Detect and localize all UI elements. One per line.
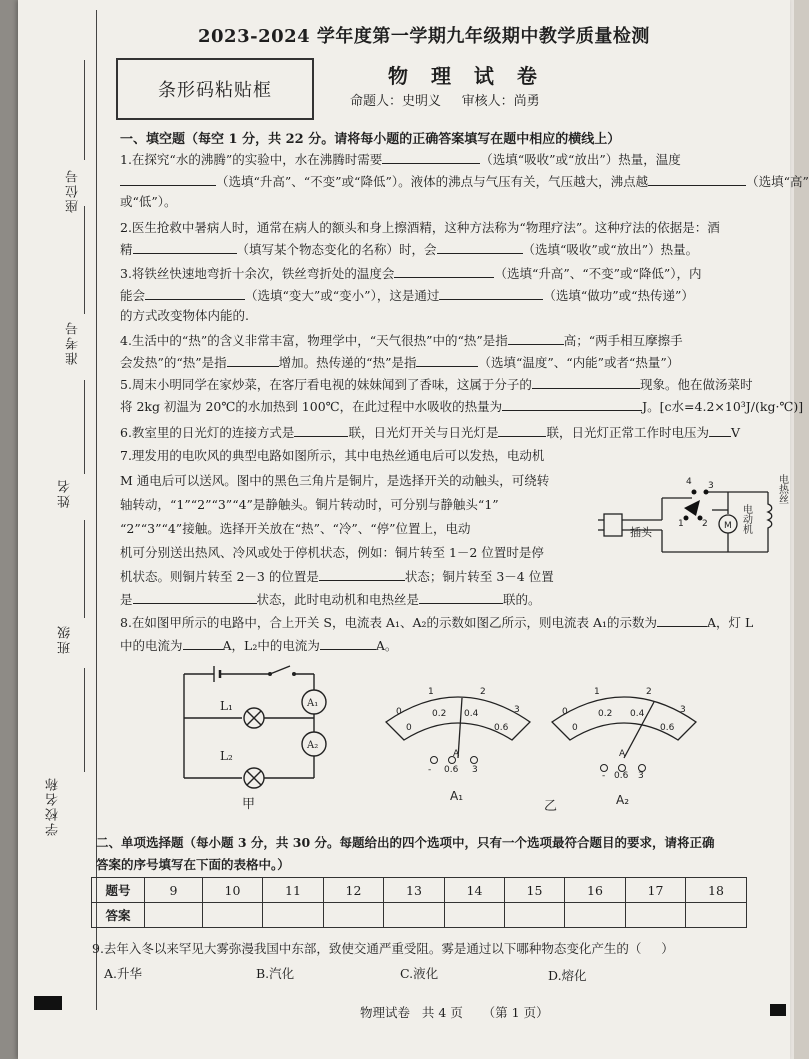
table-header-cell: 12 (324, 878, 384, 903)
ammeter-a1-label: A₁ (307, 698, 319, 709)
table-header-row (92, 878, 747, 903)
page-footer: 物理试卷 共 4 页 （第 1 页） (360, 1005, 549, 1020)
answer-blank[interactable] (498, 424, 546, 437)
answer-blank[interactable] (709, 424, 731, 437)
table-header-cell: 16 (565, 878, 626, 903)
answer-blank[interactable] (382, 151, 480, 164)
svg-text:A: A (453, 749, 460, 759)
name-label: 姓名 (58, 478, 73, 508)
q3-line2: 能会 （选填“变大”或“变小”），这是通过 （选填“做功”或“热传递”） (120, 288, 694, 303)
section2-heading: 二、单项选择题（每小题 3 分，共 30 分。每题给出的四个选项中，只有一个选项最符合题目的要求，请将正确 (96, 835, 715, 850)
seat-blank (84, 60, 85, 160)
q7-line4: “2”“3”“4”接触。选择开关放在“热”、“冷”、“停”位置上，电动 (120, 521, 471, 536)
ammeter-a2-label: A₂ (307, 740, 319, 751)
q2-line2: 精 （填写某个物态变化的名称）时，会 （选填“吸收”或“放出”）热量。 (120, 242, 699, 257)
seat-label: 座位号 (66, 168, 81, 213)
svg-text:0.6: 0.6 (614, 771, 629, 781)
svg-text:A: A (619, 749, 626, 759)
answer-blank[interactable] (394, 265, 494, 278)
name-blank (84, 380, 85, 474)
q8-line1: 8.在如图甲所示的电路中，合上开关 S，电流表 A₁、A₂的示数如图乙所示，则电流表 A₁的示数为 A，灯 L (120, 615, 754, 630)
answer-blank[interactable] (227, 354, 279, 367)
table-row-label: 答案 (92, 903, 145, 928)
heater-label: 电热丝 (776, 474, 788, 504)
table-header-cell: 17 (626, 878, 686, 903)
authors: 命题人：史明义 审核人：尚勇 (350, 94, 540, 109)
barcode-box: 条形码粘贴框 (116, 58, 314, 120)
svg-text:0.6: 0.6 (660, 723, 675, 733)
contact-label: 1 (678, 519, 684, 529)
class-label: 班级 (58, 624, 73, 654)
lamp-l1-label: L₁ (220, 699, 233, 713)
q7-line5: 机可分别送出热风、冷风或处于停机状态，例如：铜片转至 1－2 位置时是停 (120, 545, 544, 560)
answer-blank[interactable] (145, 287, 245, 300)
contact-label: 3 (708, 481, 714, 491)
q3-line1: 3.将铁丝快速地弯折十余次，铁丝弯折处的温度会 （选填“升高”、“不变”或“降低”），内 (120, 266, 702, 281)
table-header-cell: 15 (505, 878, 565, 903)
school-label: 学校名称 (46, 776, 61, 836)
answer-table (91, 877, 747, 928)
figure-caption-yi: 乙 (544, 799, 558, 814)
q9-option-a[interactable]: A.升华 (104, 966, 143, 981)
answer-blank[interactable] (416, 354, 478, 367)
q5-line1: 5.周末小明同学在家炒菜，在客厅看电视的妹妹闻到了香味，这属于分子的 现象。他在做汤菜时 (120, 377, 753, 392)
answer-cell[interactable] (263, 903, 324, 928)
answer-cell[interactable] (145, 903, 203, 928)
q9-option-d[interactable]: D.熔化 (548, 968, 587, 983)
table-header-cell: 18 (686, 878, 747, 903)
svg-text:A₂: A₂ (616, 793, 630, 807)
answer-cell[interactable] (203, 903, 263, 928)
table-header-cell: 10 (203, 878, 263, 903)
exam-no-label: 准考号 (66, 320, 81, 365)
q7-line6: 机状态。则铜片转至 2－3 的位置是 状态；铜片转至 3－4 位置 (120, 569, 554, 584)
svg-text:-: - (428, 765, 432, 775)
hair-dryer-circuit-figure (596, 462, 786, 568)
q9-option-b[interactable]: B.汽化 (256, 966, 295, 981)
ammeter-dials-yi (376, 672, 706, 812)
svg-text:3: 3 (514, 705, 520, 715)
q2-line1: 2.医生抢救中暑病人时，通常在病人的额头和身上擦酒精，这种方法称为“物理疗法”。这种疗法的依据是：酒 (120, 220, 720, 235)
svg-text:0.4: 0.4 (630, 709, 645, 719)
q4-line2: 会发热”的“热”是指 增加。热传递的“热”是指 （选填“温度”、“内能”或者“热量”） (120, 355, 680, 370)
answer-blank[interactable] (133, 591, 257, 604)
motor-letter: M (724, 521, 732, 531)
circuit-diagram-jia (178, 660, 338, 810)
answer-cell[interactable] (445, 903, 505, 928)
q8-line2: 中的电流为 A，L₂中的电流为 A。 (120, 638, 398, 653)
registration-mark-right (770, 1004, 786, 1016)
answer-blank[interactable] (294, 424, 348, 437)
answer-blank[interactable] (320, 637, 376, 650)
answer-blank[interactable] (532, 376, 640, 389)
svg-text:1: 1 (428, 687, 434, 697)
table-answer-row (92, 903, 747, 928)
svg-text:0: 0 (396, 707, 402, 717)
answer-blank[interactable] (648, 173, 746, 186)
exam-no-blank (84, 206, 85, 314)
answer-cell[interactable] (324, 903, 384, 928)
answer-blank[interactable] (502, 398, 642, 411)
motor-label: 电动机 (740, 504, 752, 534)
q1-line3: 或“低”）。 (120, 194, 177, 209)
answer-blank[interactable] (437, 241, 523, 254)
meter-dial-a1 (386, 697, 530, 740)
answer-cell[interactable] (626, 903, 686, 928)
school-blank (84, 668, 85, 772)
svg-text:0.6: 0.6 (494, 723, 509, 733)
contact-label: 4 (686, 477, 692, 487)
answer-blank[interactable] (120, 173, 216, 186)
table-header-cell: 14 (445, 878, 505, 903)
svg-text:2: 2 (646, 687, 652, 697)
q7-line1: 7.理发用的电吹风的典型电路如图所示，其中电热丝通电后可以发热，电动机 (120, 448, 545, 463)
svg-text:3: 3 (472, 765, 478, 775)
q3-line3: 的方式改变物体内能的. (120, 308, 249, 323)
svg-text:3: 3 (638, 771, 644, 781)
q9-text: 9.去年入冬以来罕见大雾弥漫我国中东部，致使交通严重受阻。雾是通过以下哪种物态变化产生的（ ） (92, 941, 674, 956)
q1-line1: 1.在探究“水的沸腾”的实验中，水在沸腾时需要 （选填“吸收”或“放出”）热量，温度 (120, 152, 681, 167)
q7-line2: M 通电后可以送风。图中的黑色三角片是铜片，是选择开关的动触头，可绕转 (120, 473, 550, 488)
svg-text:0.2: 0.2 (598, 709, 613, 719)
answer-blank[interactable] (439, 287, 543, 300)
answer-blank[interactable] (319, 568, 405, 581)
plug-body (604, 514, 622, 536)
svg-text:0.4: 0.4 (464, 709, 479, 719)
answer-blank[interactable] (508, 332, 564, 345)
heater-coil (768, 492, 772, 552)
answer-cell[interactable] (505, 903, 565, 928)
svg-text:1: 1 (594, 687, 600, 697)
answer-blank[interactable] (183, 637, 223, 650)
section2-heading-cont: 答案的序号填写在下面的表格中。） (96, 857, 290, 872)
class-blank (84, 520, 85, 618)
q9-option-c[interactable]: C.液化 (400, 966, 439, 981)
svg-text:0.6: 0.6 (444, 765, 459, 775)
svg-text:0: 0 (406, 723, 412, 733)
switch-blade (270, 666, 290, 674)
answer-blank[interactable] (133, 241, 237, 254)
contact-label: 2 (702, 519, 708, 529)
q7-line7: 是 状态，此时电动机和电热丝是 联的。 (120, 592, 541, 607)
answer-cell[interactable] (565, 903, 626, 928)
answer-blank[interactable] (657, 614, 707, 627)
q5-line2: 将 2kg 初温为 20℃的水加热到 100℃，在此过程中水吸收的热量为 J。[c水=4.2×10³J/(kg·℃)] (120, 399, 804, 414)
svg-text:0: 0 (562, 707, 568, 717)
svg-text:-: - (602, 771, 606, 781)
registration-mark (34, 996, 62, 1010)
plug-label: 插头 (630, 526, 652, 539)
q7-line3: 轴转动，“1”“2”“3”“4”是静触头。铜片转动时，可分别与静触头“1” (120, 497, 499, 512)
svg-text:2: 2 (480, 687, 486, 697)
section1-heading: 一、填空题（每空 1 分，共 22 分。请将每小题的正确答案填写在题中相应的横线上） (120, 132, 621, 147)
copper-contact-triangle (684, 500, 700, 516)
svg-text:0: 0 (572, 723, 578, 733)
table-header-cell: 13 (384, 878, 445, 903)
answer-cell[interactable] (384, 903, 445, 928)
svg-text:3: 3 (680, 705, 686, 715)
q6-line: 6.教室里的日光灯的连接方式是 联，日光灯开关与日光灯是 联，日光灯正常工作时电压为 V (120, 425, 740, 440)
answer-blank[interactable] (419, 591, 503, 604)
exam-subtitle: 物 理 试 卷 (388, 64, 545, 88)
figure-caption-jia: 甲 (242, 797, 256, 812)
table-header-cell: 题号 (92, 878, 145, 903)
exam-title: 2023-2024 学年度第一学期九年级期中教学质量检测 (198, 26, 650, 47)
q4-line1: 4.生活中的“热”的含义非常丰富，物理学中，“天气很热”中的“热”是指 高；“两手相互摩擦手 (120, 333, 683, 348)
lamp-l2-label: L₂ (220, 749, 233, 763)
answer-cell[interactable] (686, 903, 747, 928)
table-header-cell: 9 (145, 878, 203, 903)
svg-text:0.2: 0.2 (432, 709, 447, 719)
table-header-cell: 11 (263, 878, 324, 903)
meter-dial-a2 (552, 697, 696, 740)
svg-text:A₁: A₁ (450, 789, 464, 803)
q1-line2: （选填“升高”、“不变”或“降低”）。液体的沸点与气压有关，气压越大，沸点越 （选填“高” (120, 172, 809, 190)
